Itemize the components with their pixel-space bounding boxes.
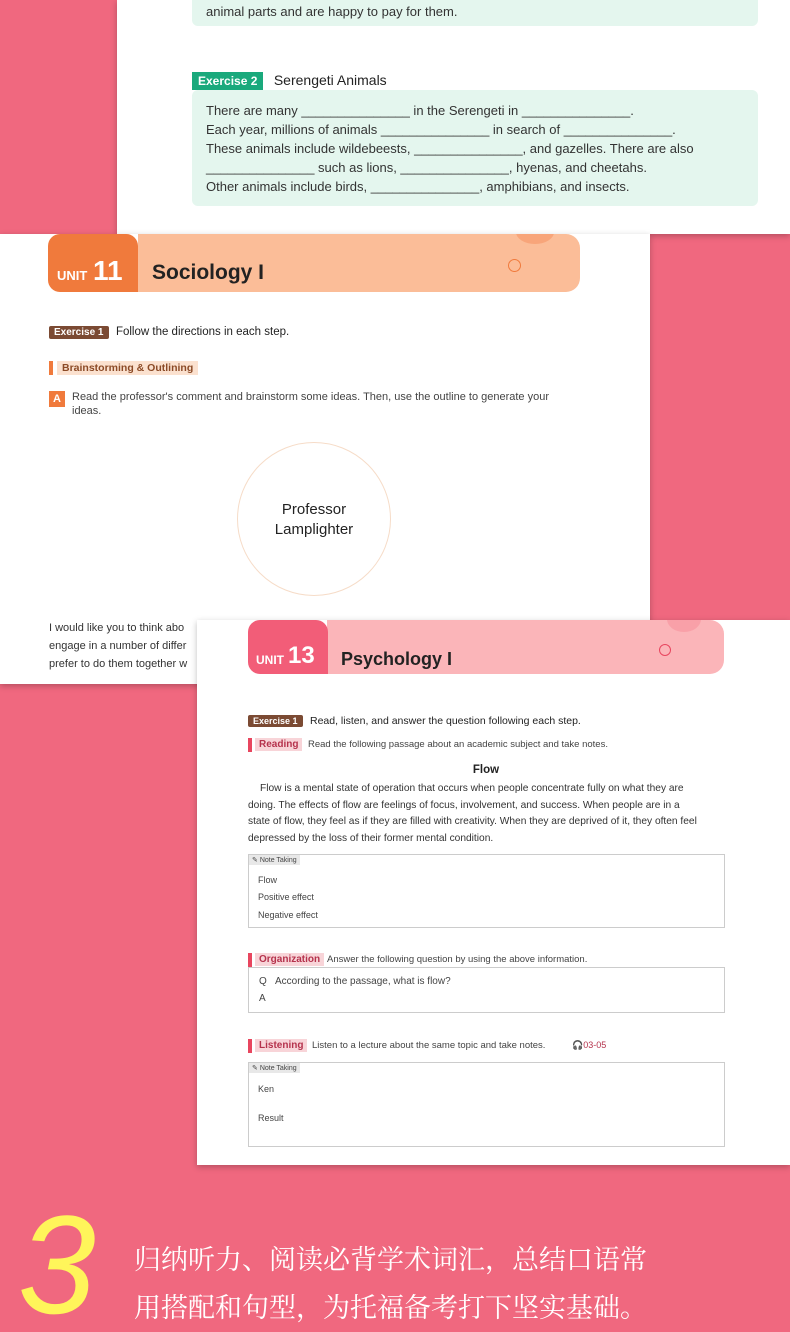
decor-ring	[508, 259, 521, 272]
exercise-instruction: Read, listen, and answer the question following each step.	[310, 715, 581, 727]
reading-bar	[248, 738, 252, 752]
passage-line: depressed by the loss of their former mental condition.	[248, 832, 494, 844]
unit-banner	[327, 620, 724, 674]
fill-line: Each year, millions of animals _______________ in search of _______________.	[206, 122, 676, 137]
unit-banner	[138, 234, 580, 292]
decor-circle	[516, 234, 554, 244]
note-line: Positive effect	[258, 892, 314, 902]
exercise-title: Serengeti Animals	[273, 72, 387, 88]
organization-instruction: Answer the following question by using the above information.	[327, 954, 588, 965]
unit-tab	[48, 234, 138, 292]
exercise-instruction: Follow the directions in each step.	[115, 326, 290, 338]
unit-title: Psychology I	[341, 649, 453, 669]
reading-label: Reading	[255, 738, 302, 751]
professor-comment	[49, 619, 187, 673]
unit-word: UNIT	[256, 653, 284, 667]
fill-line: There are many _______________ in the Serengeti in _______________.	[206, 103, 634, 118]
unit-title: Sociology I	[152, 261, 265, 284]
passage-line: Flow is a mental state of operation that occurs when people concentrate fully on what they are	[260, 783, 684, 794]
top-text: animal parts and are happy to pay for them.	[206, 4, 458, 19]
comment-line: prefer to do them together w	[49, 658, 188, 670]
audio-track[interactable]	[572, 1040, 606, 1051]
passage-line: doing. The effects of flow are feelings of focus, involvement, and success. When people are in a	[248, 799, 680, 811]
note-line: Ken	[258, 1084, 275, 1094]
section-bar	[49, 361, 53, 375]
feature-number: 3	[18, 1186, 96, 1332]
exercise-1-header	[49, 322, 289, 340]
unit-number: 11	[93, 255, 123, 286]
exercise-1-header	[248, 711, 581, 729]
step-letter-badge: A	[49, 391, 65, 407]
professor-name	[238, 500, 390, 540]
note-taking-box-reading[interactable]	[248, 854, 725, 928]
feature-line: 归纳听力、阅读必背学术词汇，总结口语常	[134, 1245, 647, 1276]
feature-description	[134, 1237, 647, 1332]
organization-bar	[248, 953, 252, 967]
page-serengeti	[117, 0, 790, 234]
feature-line: 用搭配和句型，为托福备考打下坚实基础。	[134, 1293, 647, 1324]
audio-track-number: 03-05	[583, 1040, 607, 1050]
page-psychology	[197, 620, 790, 1165]
reading-instruction: Read the following passage about an academic subject and take notes.	[308, 739, 608, 750]
professor-avatar-circle	[237, 442, 391, 596]
page-sociology	[0, 234, 650, 684]
fill-line: _______________ such as lions, _______________, hyenas, and cheetahs.	[206, 160, 647, 175]
fill-in-lines	[206, 101, 694, 196]
fill-in-box	[192, 90, 758, 206]
answer-label: A	[259, 993, 266, 1004]
section-label: Brainstorming & Outlining	[57, 361, 198, 375]
listening-bar	[248, 1039, 252, 1053]
decor-ring	[659, 644, 671, 656]
fill-line: Other animals include birds, _______________, amphibians, and insects.	[206, 179, 630, 194]
note-taking-tag: ✎ Note Taking	[249, 1063, 300, 1073]
passage-line: state of flow, they feel as if they are filled with creativity. When they are deprived of it, they often feel	[248, 816, 697, 827]
unit-word: UNIT	[57, 268, 88, 283]
answer-box[interactable]	[248, 967, 725, 1013]
step-text-line: ideas.	[72, 405, 102, 417]
exercise-tag: Exercise 1	[248, 715, 303, 727]
exercise-tag: Exercise 1	[49, 326, 109, 339]
note-taking-tag: ✎ Note Taking	[249, 855, 300, 865]
listening-instruction: Listen to a lecture about the same topic and take notes.	[312, 1040, 546, 1051]
comment-line: I would like you to think abo	[49, 622, 185, 634]
unit-tab	[248, 620, 328, 674]
note-line: Flow	[258, 875, 278, 885]
listening-label: Listening	[255, 1039, 307, 1052]
note-taking-box-listening[interactable]	[248, 1062, 725, 1147]
professor-name-line: Professor	[281, 501, 347, 518]
unit-number: 13	[288, 642, 315, 669]
exercise-tag: Exercise 2	[192, 72, 263, 90]
step-instruction	[72, 390, 549, 418]
note-taking-label: Note Taking	[259, 857, 297, 864]
exercise-2-header	[192, 72, 387, 90]
step-text-line: Read the professor's comment and brainstorm some ideas. Then, use the outline to generate your	[72, 391, 549, 403]
question-text: According to the passage, what is flow?	[275, 976, 451, 987]
previous-exercise-box	[192, 0, 758, 26]
professor-name-line: Lamplighter	[274, 521, 354, 538]
note-line: Negative effect	[258, 910, 318, 920]
organization-label: Organization	[255, 953, 324, 966]
comment-line: engage in a number of differ	[49, 640, 187, 652]
note-taking-label: Note Taking	[259, 1065, 297, 1072]
decor-circle	[667, 620, 701, 632]
passage-title: Flow	[472, 764, 500, 776]
headphones-icon: 🎧	[572, 1040, 584, 1050]
passage-text	[248, 781, 697, 847]
fill-line: These animals include wildebeests, _______________, and gazelles. There are also	[206, 141, 694, 156]
question-label: Q	[259, 976, 267, 987]
note-line: Result	[258, 1113, 284, 1123]
